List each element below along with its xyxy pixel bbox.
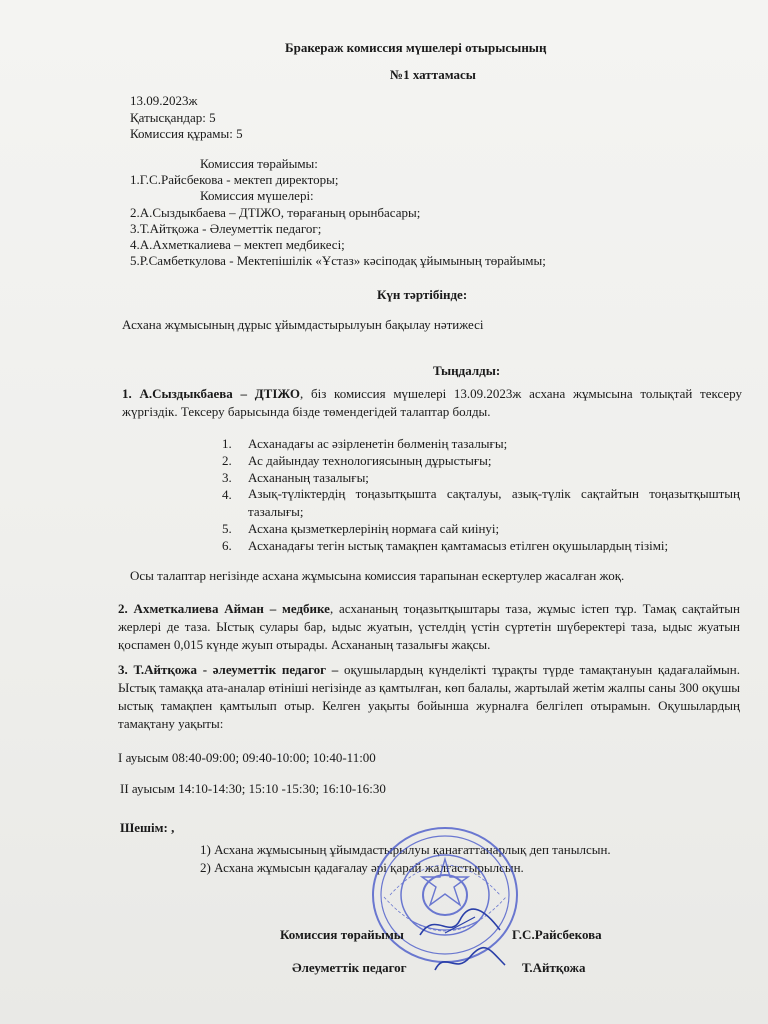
decision-heading: Шешім: , [120, 820, 175, 835]
protocol-number: №1 хаттамасы [390, 67, 476, 82]
chair-name: Г.С.Райсбекова [512, 927, 602, 942]
requirement-text: Асхананың тазалығы; [248, 470, 369, 485]
paragraph-1 [122, 385, 742, 421]
paragraph-3 [118, 661, 740, 733]
requirement-text: Асханадағы ас әзірленетін бөлменің тазалығы; [248, 436, 508, 451]
decision-item: 2) Асхана жұмысын қадағалау әрі қарай жалғастырылсын. [200, 860, 524, 875]
paragraph-1-text: , біз комиссия мүшелері 13.09.2023ж асхана жұмысына толықтай тексеру жүргіздік. Тексеру барысында бізде төмендегідей талаптар болды. [122, 386, 742, 419]
pedagog-name: Т.Айтқожа [522, 960, 586, 975]
agenda-text: Асхана жұмысының дұрыс ұйымдастырылуын бақылау нәтижесі [122, 317, 484, 332]
chair-signature-label: Комиссия төрайымы [280, 927, 404, 942]
decision-item: 1) Асхана жұмысының ұйымдастырылуы қанағаттанарлық деп танылсын. [200, 842, 611, 857]
member-line: 3.Т.Айтқожа - Әлеуметтік педагог; [130, 221, 322, 236]
requirement-number: 4. [222, 487, 232, 502]
meeting-date: 13.09.2023ж [130, 93, 198, 108]
paragraph-3-text: оқушылардың күнделікті тұрақты түрде тамақтануын қадағалаймын. Ыстық тамаққа ата-аналар өтініші негізінде аз қамтылған, көп балалы, жартылай жетім жалпы саны 300 оқушы ыстық тамақпен қамтылып отыр. Келген уақыты бойынша журналға белгілеп отырамын. Оқушылардың тамақтану уақыты: [118, 662, 740, 731]
chair-line: 1.Г.С.Райсбекова - мектеп директоры; [130, 172, 339, 187]
chair-signature-icon [415, 905, 505, 945]
document-title: Бракераж комиссия мүшелері отырысының [285, 40, 547, 55]
attendees-count: Қатысқандар: 5 [130, 110, 216, 125]
requirement-number: 6. [222, 538, 232, 553]
requirement-text: Асхана қызметкерлерінің нормаға сай киінуі; [248, 521, 500, 536]
paragraph-2-text: , асхананың тоңазытқыштары таза, жұмыс істеп тұр. Тамақ сақтайтын жерлері де таза. Ыстық сулары бар, ыдыс жуатын, үстелдің үстін сүртетін шүберектері таза, ыдыс жуатын қоспамен 0,015 күнде жуып отырады. Асхананың тазалығы жақсы. [118, 601, 740, 652]
pedagog-signature-icon [430, 945, 510, 980]
requirement-number: 2. [222, 453, 232, 468]
paragraph-3-lead: 3. Т.Айтқожа - әлеуметтік педагог – [118, 662, 339, 677]
member-line: 2.А.Сыздыкбаева – ДТІЖО, төрағаның орынбасары; [130, 205, 421, 220]
requirement-text: Азық-түліктердің тоңазытқышта сақталуы, азық-түлік сақтайтын тоңазытқыштың тазалығы; [248, 486, 740, 519]
requirement-text: Ас дайындау технологиясының дұрыстығы; [248, 453, 492, 468]
paragraph-2-lead: 2. Ахметкалиева Айман – медбике [118, 601, 330, 616]
member-line: 4.А.Ахметкалиева – мектеп медбикесі; [130, 237, 345, 252]
pedagog-signature-label: Әлеуметтік педагог [292, 960, 407, 975]
paragraph-2 [118, 600, 740, 654]
member-line: 5.Р.Самбеткулова - Мектепішілік «Ұстаз» кәсіподақ ұйымының төрайымы; [130, 253, 546, 268]
commission-size: Комиссия құрамы: 5 [130, 126, 243, 141]
requirement-number: 5. [222, 521, 232, 536]
shift-2-times: II ауысым 14:10-14:30; 15:10 -15:30; 16:10-16:30 [120, 781, 386, 796]
requirement-text: Асханадағы тегін ыстық тамақпен қамтамасыз етілген оқушылардың тізімі; [248, 538, 669, 553]
paragraph-1-lead: 1. А.Сыздыкбаева – ДТІЖО [122, 386, 301, 401]
agenda-heading: Күн тәртібінде: [377, 287, 468, 302]
chair-heading: Комиссия төрайымы: [200, 156, 318, 171]
requirement-number: 1. [222, 436, 232, 451]
requirements-summary: Осы талаптар негізінде асхана жұмысына комиссия тарапынан ескертулер жасалған жоқ. [130, 568, 625, 583]
listened-heading: Тыңдалды: [433, 363, 501, 378]
shift-1-times: I ауысым 08:40-09:00; 09:40-10:00; 10:40-11:00 [118, 750, 376, 765]
requirement-number: 3. [222, 470, 232, 485]
members-heading: Комиссия мүшелері: [200, 188, 314, 203]
